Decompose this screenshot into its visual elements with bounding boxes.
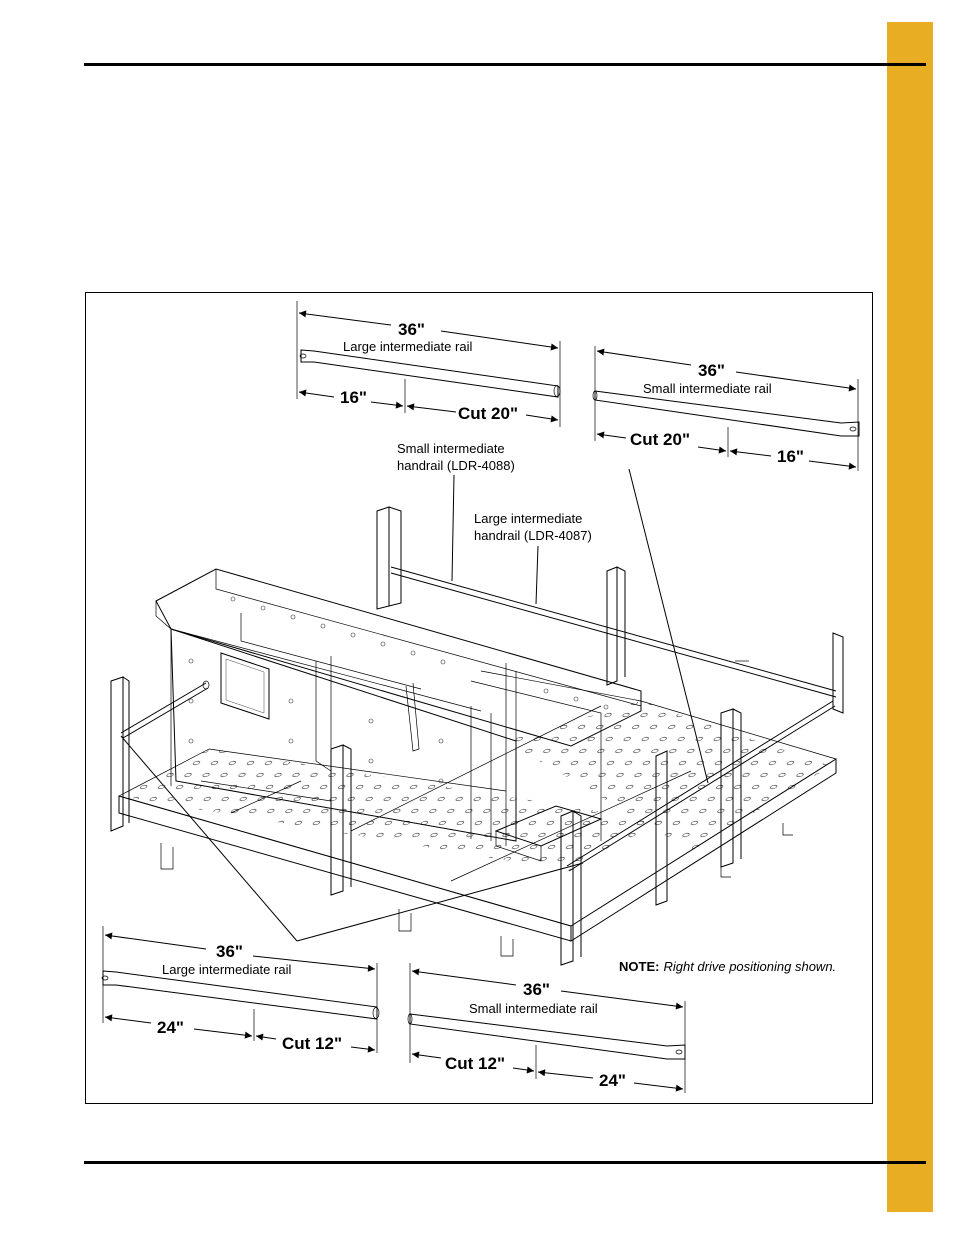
large-handrail-callout-1: Large intermediate xyxy=(474,511,583,526)
platform-assembly xyxy=(111,507,843,965)
top-left-rail-diagram xyxy=(297,301,560,427)
tr-rail-label: Small intermediate rail xyxy=(643,381,772,396)
bl-seg-b-dim: Cut 12" xyxy=(282,1034,343,1053)
bottom-left-rail-diagram xyxy=(102,926,379,1053)
tr-seg-b-dim: 16" xyxy=(777,447,804,466)
figure-note xyxy=(619,959,836,974)
small-handrail-callout-1: Small intermediate xyxy=(397,441,505,456)
note-prefix: NOTE: xyxy=(619,959,660,974)
tr-seg-a-dim: Cut 20" xyxy=(630,430,691,449)
chapter-tab xyxy=(887,22,933,1212)
br-seg-b-dim: 24" xyxy=(599,1071,626,1090)
tl-seg-b-dim: Cut 20" xyxy=(458,404,519,423)
tl-rail-label: Large intermediate rail xyxy=(343,339,473,354)
tl-total-dim: 36" xyxy=(398,320,425,339)
figure-frame xyxy=(85,292,873,1104)
posts xyxy=(111,507,843,965)
leader-lines xyxy=(121,469,708,941)
rail-large-tl xyxy=(300,350,560,397)
assembly-figure xyxy=(86,293,874,1105)
small-handrail-callout-2: handrail (LDR-4088) xyxy=(397,458,515,473)
tr-total-dim: 36" xyxy=(698,361,725,380)
br-seg-a-dim: Cut 12" xyxy=(445,1054,506,1073)
top-right-rail-diagram xyxy=(593,346,859,471)
access-plate xyxy=(221,653,269,719)
bottom-right-rail-diagram xyxy=(408,963,685,1093)
br-rail-label: Small intermediate rail xyxy=(469,1001,598,1016)
rail-large-bl xyxy=(102,971,379,1019)
br-total-dim: 36" xyxy=(523,980,550,999)
bl-seg-a-dim: 24" xyxy=(157,1018,184,1037)
large-handrail-callout-2: handrail (LDR-4087) xyxy=(474,528,592,543)
rail-small-br xyxy=(408,1014,685,1059)
note-text: Right drive positioning shown. xyxy=(663,959,837,974)
bl-total-dim: 36" xyxy=(216,942,243,961)
tl-seg-a-dim: 16" xyxy=(340,388,367,407)
header-rule xyxy=(84,63,926,66)
footer-rule xyxy=(84,1161,926,1164)
bl-rail-label: Large intermediate rail xyxy=(162,962,292,977)
